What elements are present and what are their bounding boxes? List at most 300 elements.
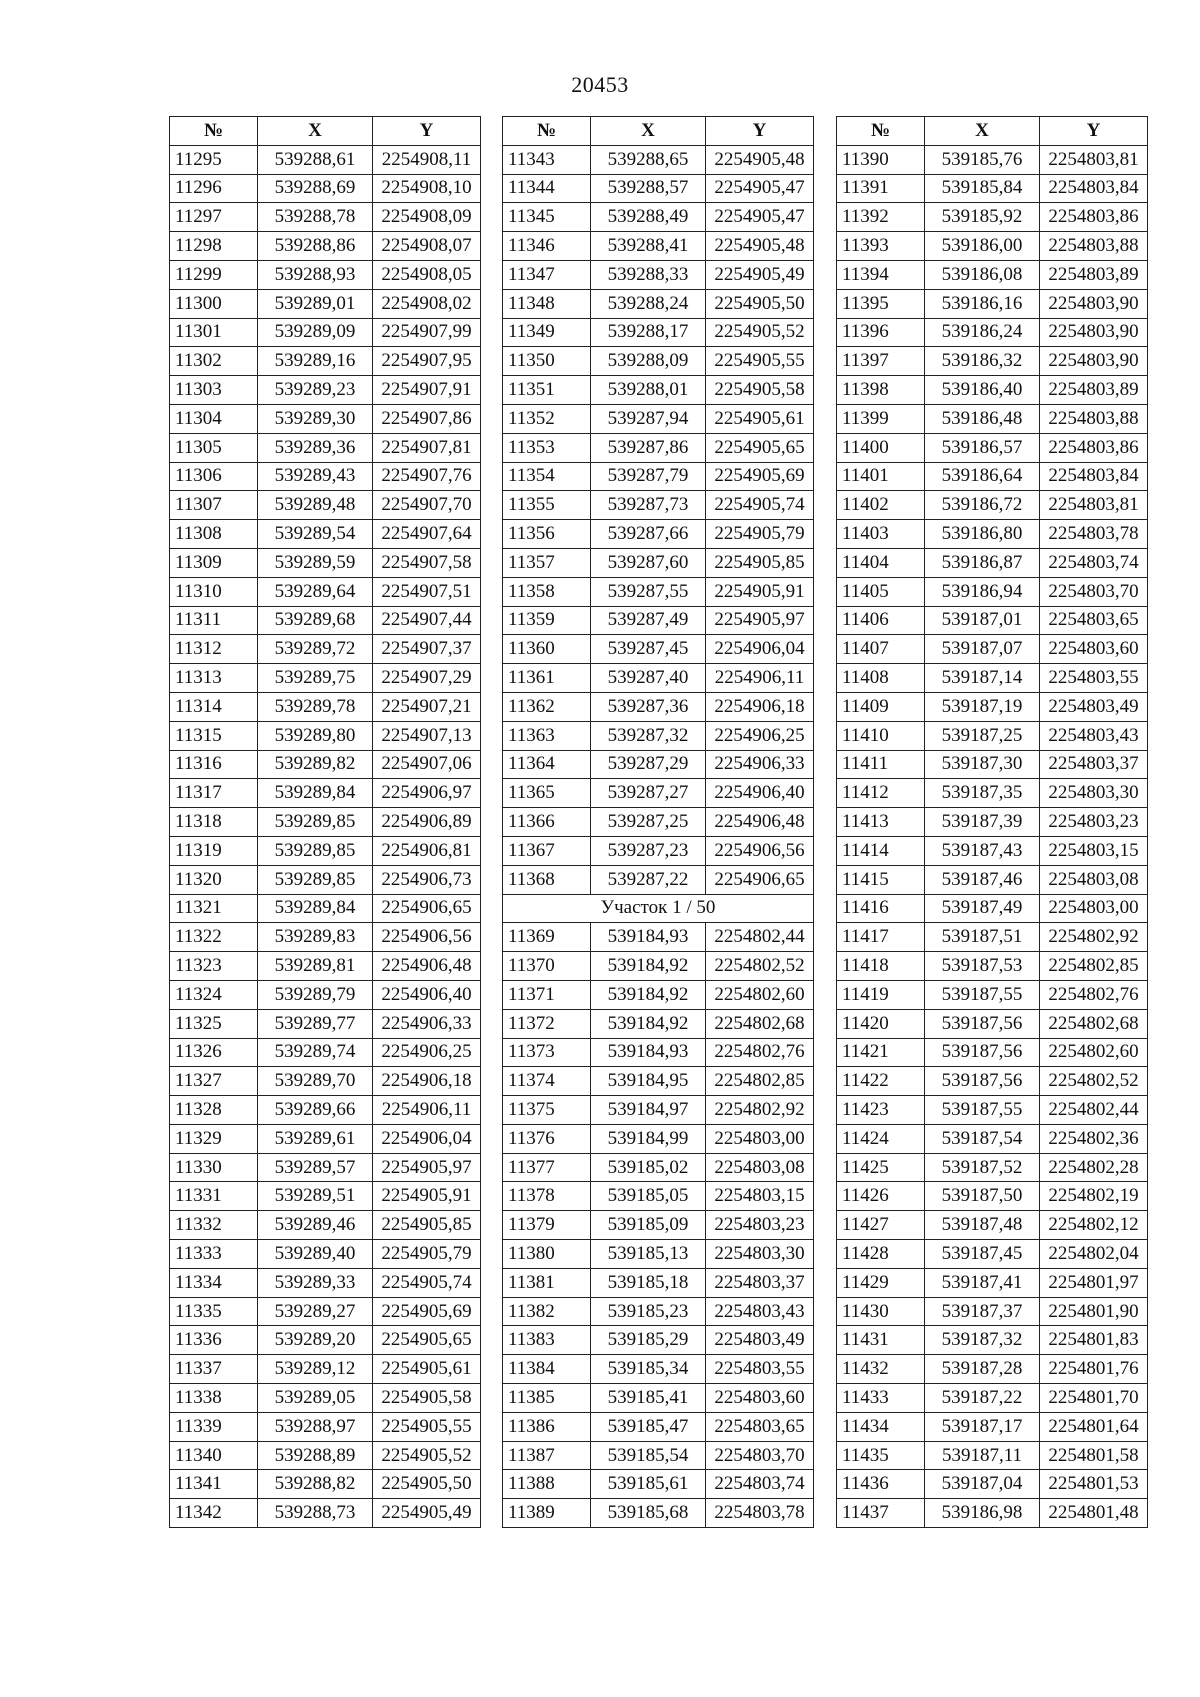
y-coordinate: 2254802,92	[706, 1096, 814, 1125]
point-number: 11320	[170, 865, 258, 894]
x-coordinate: 539289,72	[258, 635, 373, 664]
table-row	[170, 318, 481, 347]
x-coordinate: 539287,36	[591, 692, 706, 721]
table-row	[170, 779, 481, 808]
y-coordinate: 2254907,51	[373, 577, 481, 606]
table-row	[170, 1067, 481, 1096]
y-coordinate: 2254803,89	[1040, 376, 1148, 405]
x-coordinate: 539289,74	[258, 1038, 373, 1067]
x-coordinate: 539288,01	[591, 376, 706, 405]
table-row	[503, 1384, 814, 1413]
x-coordinate: 539184,92	[591, 980, 706, 1009]
point-number: 11360	[503, 635, 591, 664]
point-number: 11419	[837, 980, 925, 1009]
table-row	[503, 635, 814, 664]
table-row	[503, 577, 814, 606]
y-coordinate: 2254908,11	[373, 145, 481, 174]
y-coordinate: 2254905,79	[373, 1240, 481, 1269]
x-coordinate: 539288,93	[258, 260, 373, 289]
table-row	[503, 692, 814, 721]
x-coordinate: 539289,81	[258, 952, 373, 981]
table-row	[503, 952, 814, 981]
point-number: 11313	[170, 664, 258, 693]
x-coordinate: 539287,73	[591, 491, 706, 520]
point-number: 11410	[837, 721, 925, 750]
table-row	[837, 952, 1148, 981]
section-row	[503, 894, 814, 923]
table-row	[503, 1441, 814, 1470]
y-coordinate: 2254906,56	[373, 923, 481, 952]
x-coordinate: 539289,85	[258, 836, 373, 865]
point-number: 11423	[837, 1096, 925, 1125]
y-coordinate: 2254905,65	[706, 433, 814, 462]
table-row	[837, 1499, 1148, 1528]
x-coordinate: 539289,79	[258, 980, 373, 1009]
y-coordinate: 2254906,65	[373, 894, 481, 923]
table-row	[837, 491, 1148, 520]
table-row	[170, 1182, 481, 1211]
y-coordinate: 2254905,91	[373, 1182, 481, 1211]
point-number: 11384	[503, 1355, 591, 1384]
y-coordinate: 2254907,86	[373, 404, 481, 433]
point-number: 11370	[503, 952, 591, 981]
table-row	[503, 520, 814, 549]
y-coordinate: 2254907,06	[373, 750, 481, 779]
x-coordinate: 539288,69	[258, 174, 373, 203]
point-number: 11383	[503, 1326, 591, 1355]
point-number: 11436	[837, 1470, 925, 1499]
y-coordinate: 2254907,91	[373, 376, 481, 405]
x-coordinate: 539187,19	[925, 692, 1040, 721]
table-row	[503, 232, 814, 261]
point-number: 11393	[837, 232, 925, 261]
table-row	[503, 491, 814, 520]
y-coordinate: 2254908,10	[373, 174, 481, 203]
table-row	[170, 692, 481, 721]
y-coordinate: 2254906,81	[373, 836, 481, 865]
x-coordinate: 539289,84	[258, 779, 373, 808]
x-coordinate: 539289,33	[258, 1268, 373, 1297]
x-coordinate: 539187,11	[925, 1441, 1040, 1470]
y-coordinate: 2254803,43	[1040, 721, 1148, 750]
table-row	[837, 779, 1148, 808]
x-coordinate: 539289,12	[258, 1355, 373, 1384]
x-coordinate: 539287,66	[591, 520, 706, 549]
y-coordinate: 2254803,23	[706, 1211, 814, 1240]
x-coordinate: 539289,43	[258, 462, 373, 491]
table-row	[837, 520, 1148, 549]
x-coordinate: 539186,87	[925, 548, 1040, 577]
point-number: 11427	[837, 1211, 925, 1240]
point-number: 11317	[170, 779, 258, 808]
table-row	[837, 462, 1148, 491]
point-number: 11392	[837, 203, 925, 232]
point-number: 11357	[503, 548, 591, 577]
x-coordinate: 539187,50	[925, 1182, 1040, 1211]
header-x: X	[591, 117, 706, 146]
x-coordinate: 539289,68	[258, 606, 373, 635]
point-number: 11328	[170, 1096, 258, 1125]
x-coordinate: 539187,53	[925, 952, 1040, 981]
x-coordinate: 539187,39	[925, 808, 1040, 837]
table-row	[837, 1038, 1148, 1067]
x-coordinate: 539185,09	[591, 1211, 706, 1240]
point-number: 11405	[837, 577, 925, 606]
table-row	[170, 1297, 481, 1326]
page-number: 20453	[571, 72, 629, 97]
y-coordinate: 2254803,84	[1040, 174, 1148, 203]
point-number: 11400	[837, 433, 925, 462]
table-row	[170, 1124, 481, 1153]
x-coordinate: 539185,76	[925, 145, 1040, 174]
y-coordinate: 2254803,88	[1040, 232, 1148, 261]
y-coordinate: 2254801,76	[1040, 1355, 1148, 1384]
y-coordinate: 2254803,70	[706, 1441, 814, 1470]
point-number: 11386	[503, 1412, 591, 1441]
table-row	[170, 548, 481, 577]
x-coordinate: 539289,84	[258, 894, 373, 923]
table-row	[503, 1182, 814, 1211]
point-number: 11372	[503, 1009, 591, 1038]
point-number: 11408	[837, 664, 925, 693]
x-coordinate: 539289,09	[258, 318, 373, 347]
y-coordinate: 2254803,00	[706, 1124, 814, 1153]
point-number: 11391	[837, 174, 925, 203]
table-row	[837, 808, 1148, 837]
table-row	[503, 145, 814, 174]
point-number: 11422	[837, 1067, 925, 1096]
coordinate-tables	[169, 116, 1147, 1580]
y-coordinate: 2254907,95	[373, 347, 481, 376]
table-row	[503, 289, 814, 318]
x-coordinate: 539287,45	[591, 635, 706, 664]
table-row	[837, 750, 1148, 779]
x-coordinate: 539186,32	[925, 347, 1040, 376]
point-number: 11359	[503, 606, 591, 635]
table-row	[503, 606, 814, 635]
table-row	[170, 980, 481, 1009]
table-row	[837, 980, 1148, 1009]
point-number: 11403	[837, 520, 925, 549]
y-coordinate: 2254905,52	[706, 318, 814, 347]
table-row	[837, 376, 1148, 405]
x-coordinate: 539289,20	[258, 1326, 373, 1355]
table-row	[170, 1355, 481, 1384]
y-coordinate: 2254906,33	[373, 1009, 481, 1038]
point-number: 11312	[170, 635, 258, 664]
y-coordinate: 2254905,69	[373, 1297, 481, 1326]
x-coordinate: 539289,66	[258, 1096, 373, 1125]
x-coordinate: 539187,37	[925, 1297, 1040, 1326]
y-coordinate: 2254803,60	[1040, 635, 1148, 664]
y-coordinate: 2254906,11	[706, 664, 814, 693]
x-coordinate: 539288,97	[258, 1412, 373, 1441]
x-coordinate: 539289,83	[258, 923, 373, 952]
table-row	[170, 952, 481, 981]
y-coordinate: 2254803,37	[1040, 750, 1148, 779]
point-number: 11395	[837, 289, 925, 318]
table-row	[170, 1038, 481, 1067]
y-coordinate: 2254803,74	[1040, 548, 1148, 577]
y-coordinate: 2254905,74	[373, 1268, 481, 1297]
y-coordinate: 2254802,60	[1040, 1038, 1148, 1067]
x-coordinate: 539187,56	[925, 1067, 1040, 1096]
x-coordinate: 539187,07	[925, 635, 1040, 664]
x-coordinate: 539287,60	[591, 548, 706, 577]
x-coordinate: 539186,40	[925, 376, 1040, 405]
x-coordinate: 539187,48	[925, 1211, 1040, 1240]
table-row	[170, 1470, 481, 1499]
y-coordinate: 2254802,52	[706, 952, 814, 981]
x-coordinate: 539289,85	[258, 865, 373, 894]
point-number: 11316	[170, 750, 258, 779]
x-coordinate: 539289,48	[258, 491, 373, 520]
y-coordinate: 2254906,40	[706, 779, 814, 808]
x-coordinate: 539186,24	[925, 318, 1040, 347]
x-coordinate: 539186,57	[925, 433, 1040, 462]
x-coordinate: 539287,27	[591, 779, 706, 808]
table-row	[837, 635, 1148, 664]
table-row	[837, 1297, 1148, 1326]
point-number: 11327	[170, 1067, 258, 1096]
point-number: 11305	[170, 433, 258, 462]
y-coordinate: 2254802,19	[1040, 1182, 1148, 1211]
table-row	[837, 203, 1148, 232]
y-coordinate: 2254803,86	[1040, 203, 1148, 232]
point-number: 11348	[503, 289, 591, 318]
x-coordinate: 539289,59	[258, 548, 373, 577]
point-number: 11364	[503, 750, 591, 779]
point-number: 11339	[170, 1412, 258, 1441]
point-number: 11319	[170, 836, 258, 865]
x-coordinate: 539187,30	[925, 750, 1040, 779]
table-row	[837, 318, 1148, 347]
y-coordinate: 2254905,50	[706, 289, 814, 318]
y-coordinate: 2254802,04	[1040, 1240, 1148, 1269]
y-coordinate: 2254801,53	[1040, 1470, 1148, 1499]
x-coordinate: 539185,41	[591, 1384, 706, 1413]
table-row	[170, 1326, 481, 1355]
point-number: 11363	[503, 721, 591, 750]
y-coordinate: 2254905,47	[706, 174, 814, 203]
x-coordinate: 539289,82	[258, 750, 373, 779]
table-row	[170, 1211, 481, 1240]
point-number: 11426	[837, 1182, 925, 1211]
y-coordinate: 2254905,58	[373, 1384, 481, 1413]
x-coordinate: 539187,51	[925, 923, 1040, 952]
table-row	[170, 1412, 481, 1441]
table-row	[170, 203, 481, 232]
table-row	[170, 174, 481, 203]
point-number: 11411	[837, 750, 925, 779]
table-row	[170, 1240, 481, 1269]
x-coordinate: 539185,61	[591, 1470, 706, 1499]
point-number: 11302	[170, 347, 258, 376]
point-number: 11434	[837, 1412, 925, 1441]
point-number: 11341	[170, 1470, 258, 1499]
y-coordinate: 2254803,90	[1040, 318, 1148, 347]
y-coordinate: 2254803,08	[706, 1153, 814, 1182]
point-number: 11351	[503, 376, 591, 405]
x-coordinate: 539186,08	[925, 260, 1040, 289]
x-coordinate: 539186,16	[925, 289, 1040, 318]
y-coordinate: 2254803,74	[706, 1470, 814, 1499]
y-coordinate: 2254803,15	[706, 1182, 814, 1211]
y-coordinate: 2254906,48	[373, 952, 481, 981]
point-number: 11342	[170, 1499, 258, 1528]
y-coordinate: 2254801,90	[1040, 1297, 1148, 1326]
x-coordinate: 539287,29	[591, 750, 706, 779]
point-number: 11388	[503, 1470, 591, 1499]
x-coordinate: 539289,27	[258, 1297, 373, 1326]
table-row	[503, 836, 814, 865]
point-number: 11366	[503, 808, 591, 837]
point-number: 11299	[170, 260, 258, 289]
x-coordinate: 539287,32	[591, 721, 706, 750]
y-coordinate: 2254905,97	[373, 1153, 481, 1182]
y-coordinate: 2254802,44	[706, 923, 814, 952]
x-coordinate: 539289,85	[258, 808, 373, 837]
point-number: 11377	[503, 1153, 591, 1182]
y-coordinate: 2254803,15	[1040, 836, 1148, 865]
y-coordinate: 2254802,36	[1040, 1124, 1148, 1153]
table-row	[837, 145, 1148, 174]
y-coordinate: 2254907,64	[373, 520, 481, 549]
section-label: Участок 1 / 50	[503, 894, 814, 923]
header-x: X	[925, 117, 1040, 146]
point-number: 11352	[503, 404, 591, 433]
x-coordinate: 539185,18	[591, 1268, 706, 1297]
y-coordinate: 2254803,90	[1040, 289, 1148, 318]
x-coordinate: 539187,52	[925, 1153, 1040, 1182]
point-number: 11336	[170, 1326, 258, 1355]
point-number: 11381	[503, 1268, 591, 1297]
x-coordinate: 539186,00	[925, 232, 1040, 261]
x-coordinate: 539289,70	[258, 1067, 373, 1096]
y-coordinate: 2254906,18	[706, 692, 814, 721]
table-row	[170, 894, 481, 923]
point-number: 11380	[503, 1240, 591, 1269]
point-number: 11347	[503, 260, 591, 289]
point-number: 11371	[503, 980, 591, 1009]
point-number: 11337	[170, 1355, 258, 1384]
table-row	[503, 1355, 814, 1384]
x-coordinate: 539288,61	[258, 145, 373, 174]
point-number: 11412	[837, 779, 925, 808]
table-row	[837, 1124, 1148, 1153]
x-coordinate: 539185,34	[591, 1355, 706, 1384]
point-number: 11362	[503, 692, 591, 721]
point-number: 11298	[170, 232, 258, 261]
point-number: 11389	[503, 1499, 591, 1528]
x-coordinate: 539184,93	[591, 923, 706, 952]
y-coordinate: 2254803,23	[1040, 808, 1148, 837]
table-row	[837, 1268, 1148, 1297]
table-row	[837, 836, 1148, 865]
x-coordinate: 539187,17	[925, 1412, 1040, 1441]
table-row	[503, 1297, 814, 1326]
header-y: Y	[706, 117, 814, 146]
table-row	[837, 260, 1148, 289]
table-row	[503, 980, 814, 1009]
y-coordinate: 2254906,56	[706, 836, 814, 865]
x-coordinate: 539289,64	[258, 577, 373, 606]
table-row	[837, 347, 1148, 376]
x-coordinate: 539289,54	[258, 520, 373, 549]
point-number: 11430	[837, 1297, 925, 1326]
y-coordinate: 2254907,13	[373, 721, 481, 750]
y-coordinate: 2254803,88	[1040, 404, 1148, 433]
x-coordinate: 539186,64	[925, 462, 1040, 491]
x-coordinate: 539287,49	[591, 606, 706, 635]
point-number: 11349	[503, 318, 591, 347]
point-number: 11310	[170, 577, 258, 606]
point-number: 11344	[503, 174, 591, 203]
table-row	[503, 865, 814, 894]
table-row	[170, 635, 481, 664]
table-row	[170, 462, 481, 491]
table-row	[503, 1211, 814, 1240]
table-row	[503, 1009, 814, 1038]
table-row	[503, 1499, 814, 1528]
y-coordinate: 2254906,89	[373, 808, 481, 837]
point-number: 11343	[503, 145, 591, 174]
table-row	[503, 260, 814, 289]
y-coordinate: 2254803,30	[706, 1240, 814, 1269]
table-row	[170, 347, 481, 376]
x-coordinate: 539187,25	[925, 721, 1040, 750]
point-number: 11368	[503, 865, 591, 894]
table-row	[503, 923, 814, 952]
y-coordinate: 2254907,99	[373, 318, 481, 347]
y-coordinate: 2254908,02	[373, 289, 481, 318]
y-coordinate: 2254802,92	[1040, 923, 1148, 952]
x-coordinate: 539185,02	[591, 1153, 706, 1182]
y-coordinate: 2254905,49	[706, 260, 814, 289]
y-coordinate: 2254906,65	[706, 865, 814, 894]
y-coordinate: 2254803,00	[1040, 894, 1148, 923]
y-coordinate: 2254905,79	[706, 520, 814, 549]
point-number: 11322	[170, 923, 258, 952]
x-coordinate: 539289,01	[258, 289, 373, 318]
table-row	[503, 433, 814, 462]
point-number: 11353	[503, 433, 591, 462]
x-coordinate: 539187,49	[925, 894, 1040, 923]
y-coordinate: 2254907,81	[373, 433, 481, 462]
y-coordinate: 2254908,09	[373, 203, 481, 232]
y-coordinate: 2254906,04	[373, 1124, 481, 1153]
x-coordinate: 539288,17	[591, 318, 706, 347]
table-row	[837, 664, 1148, 693]
table-row	[170, 1441, 481, 1470]
point-number: 11374	[503, 1067, 591, 1096]
point-number: 11323	[170, 952, 258, 981]
point-number: 11376	[503, 1124, 591, 1153]
point-number: 11437	[837, 1499, 925, 1528]
point-number: 11416	[837, 894, 925, 923]
point-number: 11387	[503, 1441, 591, 1470]
y-coordinate: 2254801,58	[1040, 1441, 1148, 1470]
y-coordinate: 2254803,49	[1040, 692, 1148, 721]
table-row	[503, 548, 814, 577]
x-coordinate: 539289,36	[258, 433, 373, 462]
point-number: 11334	[170, 1268, 258, 1297]
point-number: 11296	[170, 174, 258, 203]
y-coordinate: 2254803,70	[1040, 577, 1148, 606]
table-row	[837, 1182, 1148, 1211]
header-x: X	[258, 117, 373, 146]
point-number: 11390	[837, 145, 925, 174]
